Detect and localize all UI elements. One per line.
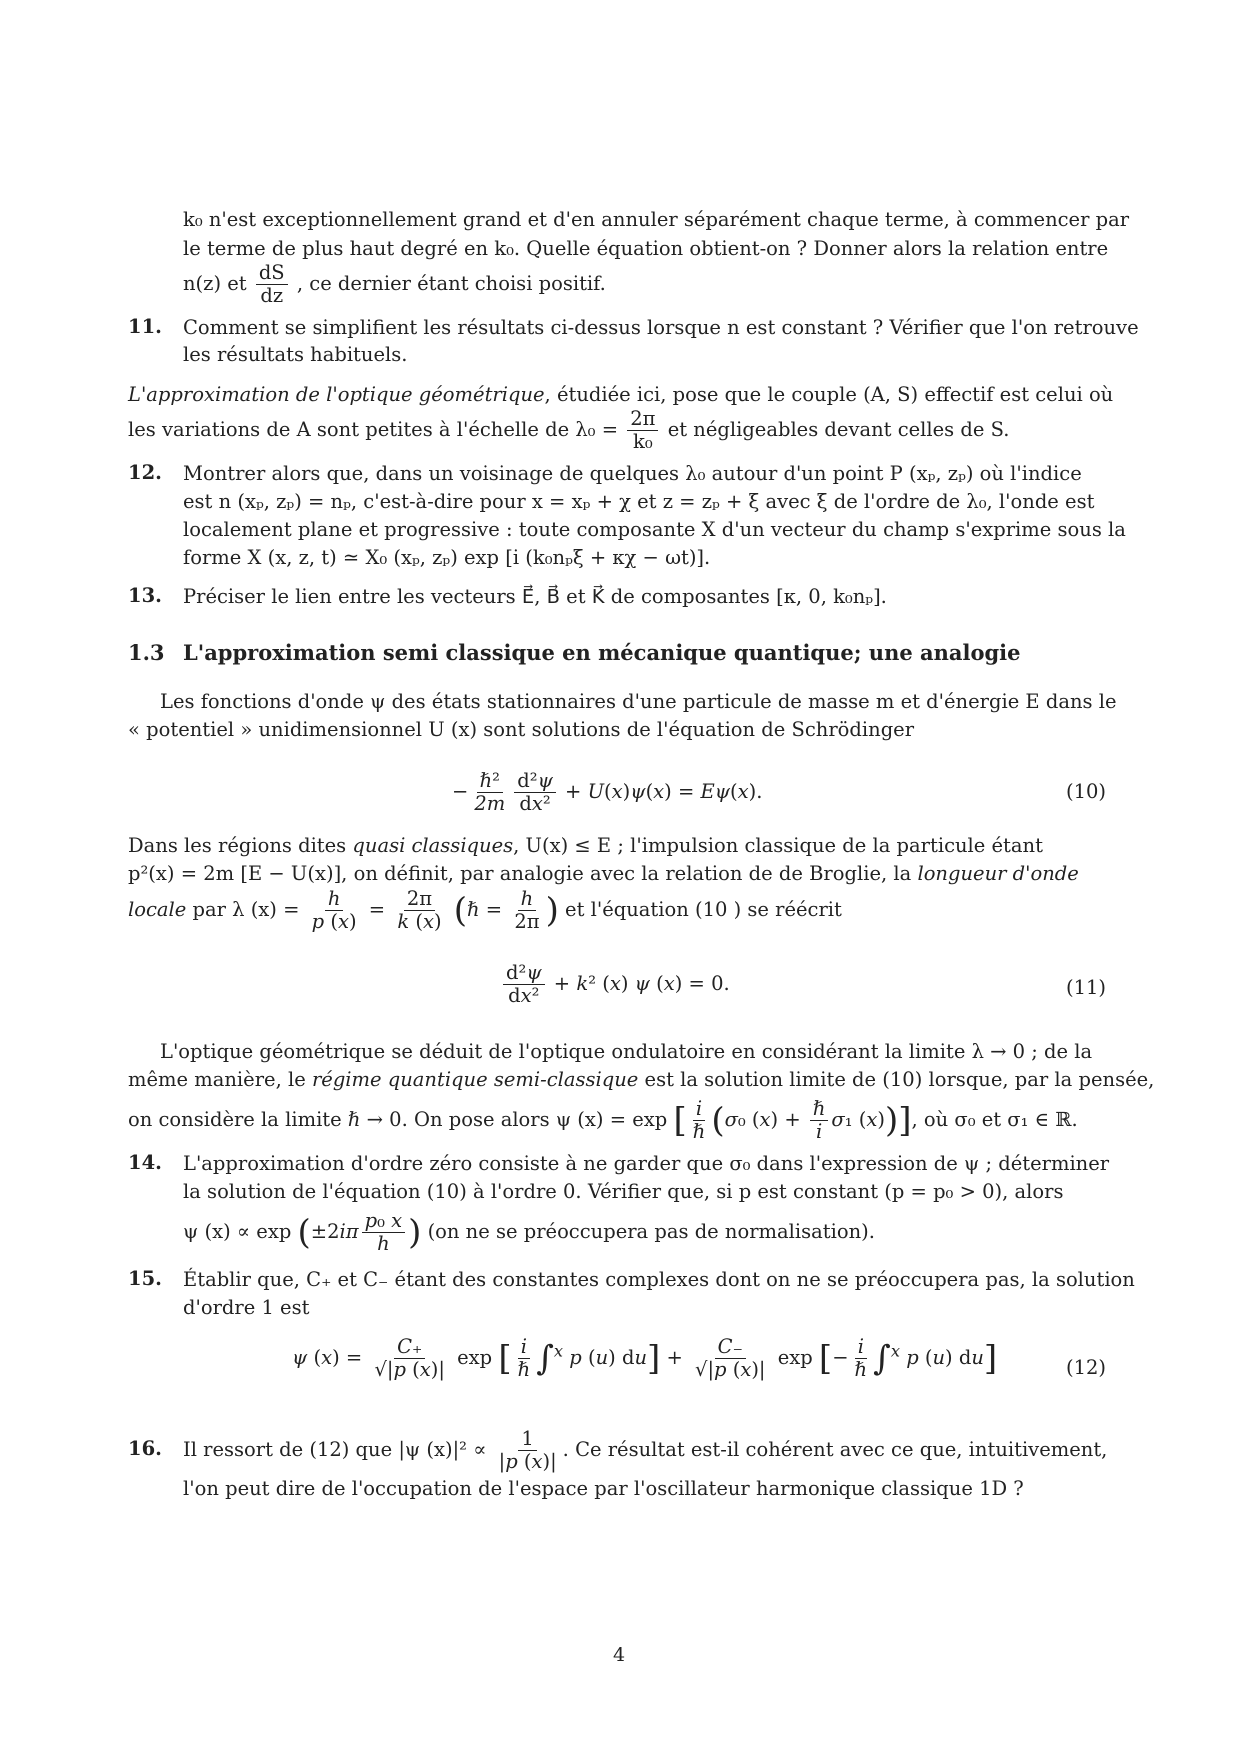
optique-line3-pre: on considère la limite ℏ → 0. On pose alors ψ (x) = exp	[128, 1108, 668, 1131]
q12-line1: Montrer alors que, dans un voisinage de quelques λ₀ autour d'un point P (xₚ, zₚ) où l'indice	[183, 462, 1082, 485]
approx-line2-post: et négligeables devant celles de S.	[667, 418, 1010, 441]
quasi-line1-post: , U(x) ≤ E ; l'impulsion classique de la particule étant	[513, 834, 1043, 857]
quasi-line3-post: et l'équation (10 ) se réécrit	[565, 898, 842, 921]
fraction-2pi-k0	[627, 408, 658, 453]
question-number-11: 11.	[128, 315, 162, 338]
optique-line1: L'optique géométrique se déduit de l'optique ondulatoire en considérant la limite λ → 0 ; de la	[160, 1040, 1093, 1063]
question-number-15: 15.	[128, 1267, 162, 1290]
q16-line1-pre: Il ressort de (12) que |ψ (x)|² ∝	[183, 1438, 487, 1461]
quasi-line3: locale par λ (x) = $\frac{h}{p (x)}$ = $\frac{2\pi}{k (x)}$ (ℏ = $\frac{h}{2\pi}$ ) et l'équation (10 ) se réécrit	[128, 887, 842, 933]
q12-line4: forme X (x, z, t) ≃ X₀ (xₚ, zₚ) exp [i (k₀nₚξ + κχ − ωt)].	[183, 546, 711, 569]
q15-line1: Établir que, C₊ et C₋ étant des constantes complexes dont on ne se préoccupera pas, la solution	[183, 1268, 1135, 1291]
para-top-line2: le terme de plus haut degré en k₀. Quelle équation obtient-on ? Donner alors la relation entre	[183, 237, 1109, 260]
q12-line3: localement plane et progressive : toute composante X d'un vecteur du champ s'exprime sous la	[183, 518, 1126, 541]
approx-line1-rest: , étudiée ici, pose que le couple (A, S) effectif est celui où	[544, 383, 1114, 406]
optique-italic: régime quantique semi-classique	[311, 1068, 639, 1091]
quasi-line2-pre: p²(x) = 2m [E − U(x)], on définit, par analogie avec la relation de de Broglie, la	[128, 862, 912, 885]
q15-line2: d'ordre 1 est	[183, 1296, 310, 1319]
question-number-12: 12.	[128, 461, 162, 484]
q13-line1: Préciser le lien entre les vecteurs E⃗, B⃗ et K⃗ de composantes [κ, 0, k₀nₚ].	[183, 585, 887, 608]
question-number-14: 14.	[128, 1151, 162, 1174]
question-number-16: 16.	[128, 1437, 162, 1460]
quasi-line2-italic: longueur d'onde	[917, 862, 1079, 885]
q11-line1: Comment se simplifient les résultats ci-dessus lorsque n est constant ? Vérifier que l'on retrouve	[183, 316, 1139, 339]
q11-line2: les résultats habituels.	[183, 343, 408, 366]
section-number: 1.3	[128, 640, 165, 665]
equation-11-label: (11)	[1066, 976, 1107, 999]
optique-line2-pre: même manière, le	[128, 1068, 306, 1091]
para-top-line3	[183, 262, 606, 307]
frac-num: dS	[256, 262, 288, 285]
equation-11: $\frac{\text{d²ψ}}{\text{dx²}}$ + k² (x) ψ (x) = 0.	[500, 962, 730, 1007]
quasi-line3-pre: par λ (x) =	[192, 898, 300, 921]
para-top-line1: k₀ n'est exceptionnellement grand et d'en annuler séparément chaque terme, à commencer par	[183, 208, 1130, 231]
page-number: 4	[613, 1644, 626, 1666]
optique-line2	[128, 1066, 1154, 1094]
approx-line2-pre: les variations de A sont petites à l'échelle de λ₀ =	[128, 418, 619, 441]
frac-den: k₀	[633, 430, 653, 453]
quasi-line3-italic: locale	[128, 898, 187, 921]
q14-line1: L'approximation d'ordre zéro consiste à ne garder que σ₀ dans l'expression de ψ ; déterminer	[183, 1152, 1110, 1175]
frac-den: dz	[260, 284, 284, 307]
q14-line2: la solution de l'équation (10) à l'ordre 0. Vérifier que, si p est constant (p = p₀ > 0), alors	[183, 1180, 1064, 1203]
section-title: L'approximation semi classique en mécanique quantique; une analogie	[183, 640, 1021, 665]
optique-line2-post: est la solution limite de (10) lorsque, par la pensée,	[644, 1068, 1155, 1091]
equation-10: − $\frac{\text{ℏ²}}{2m}$ $\frac{\text{d²ψ}}{\text{dx²}}$ + U(x)ψ(x) = Eψ(x).	[452, 769, 763, 815]
equation-10-label: (10)	[1066, 780, 1107, 803]
approx-line2	[128, 408, 1009, 453]
question-number-13: 13.	[128, 584, 162, 607]
intro-line2: « potentiel » unidimensionnel U (x) sont solutions de l'équation de Schrödinger	[128, 718, 915, 741]
optique-line3: on considère la limite ℏ → 0. On pose alors ψ (x) = exp [ $\frac{i}{\text{ℏ}}$ (σ₀ (x) + $\frac{\text{ℏ}}{i}$ σ₁ (x))], où σ₀ et σ₁ ∈ ℝ.	[128, 1097, 1078, 1143]
q14-line3-pre: ψ (x) ∝ exp	[183, 1220, 292, 1243]
para-top-line3-pre: n(z) et	[183, 272, 247, 295]
q14-line3-post: (on ne se préoccupera pas de normalisation).	[427, 1220, 875, 1243]
q16-line1: Il ressort de (12) que |ψ (x)|² ∝ $\frac{1}{|p (x)|}$ . Ce résultat est-il cohérent avec ce que, intuitivement,	[183, 1427, 1108, 1473]
frac-num: 2π	[627, 408, 658, 431]
q16-line2: l'on peut dire de l'occupation de l'espace par l'oscillateur harmonique classique 1D ?	[183, 1477, 1024, 1500]
fraction-dS-dz	[256, 262, 288, 307]
quasi-line1-pre: Dans les régions dites	[128, 834, 347, 857]
q16-line1-post: . Ce résultat est-il cohérent avec ce que, intuitivement,	[562, 1438, 1108, 1461]
equation-12: ψ (x) = $\frac{C_+}{√|p (x)|}$ exp [ $\frac{i}{\text{ℏ}}$ ∫$^x$ p (u) du] + $\frac{C_-}{√|p (x)|}$ exp [− $\frac{i}{\text{ℏ}}$ ∫$^x$ p (u) du]	[292, 1335, 998, 1381]
quasi-line2	[128, 860, 1079, 888]
quasi-italic: quasi classiques	[352, 834, 514, 857]
quasi-line1	[128, 832, 1043, 860]
para-top-line3-post: , ce dernier étant choisi positif.	[296, 272, 606, 295]
q12-line2: est n (xₚ, zₚ) = nₚ, c'est-à-dire pour x = xₚ + χ et z = zₚ + ξ avec ξ de l'ordre de λ₀, l'onde est	[183, 490, 1095, 513]
optique-line3-post: , où σ₀ et σ₁ ∈ ℝ.	[911, 1108, 1078, 1131]
intro-line1: Les fonctions d'onde ψ des états stationnaires d'une particule de masse m et d'énergie E dans le	[160, 690, 1117, 713]
equation-12-label: (12)	[1066, 1356, 1107, 1379]
approx-line1	[128, 381, 1113, 409]
approx-italic: L'approximation de l'optique géométrique	[128, 383, 545, 406]
q14-line3: ψ (x) ∝ exp (±2iπ $\frac{\text{p₀ x}}{h}$ ) (on ne se préoccupera pas de normalisation).	[183, 1209, 875, 1255]
